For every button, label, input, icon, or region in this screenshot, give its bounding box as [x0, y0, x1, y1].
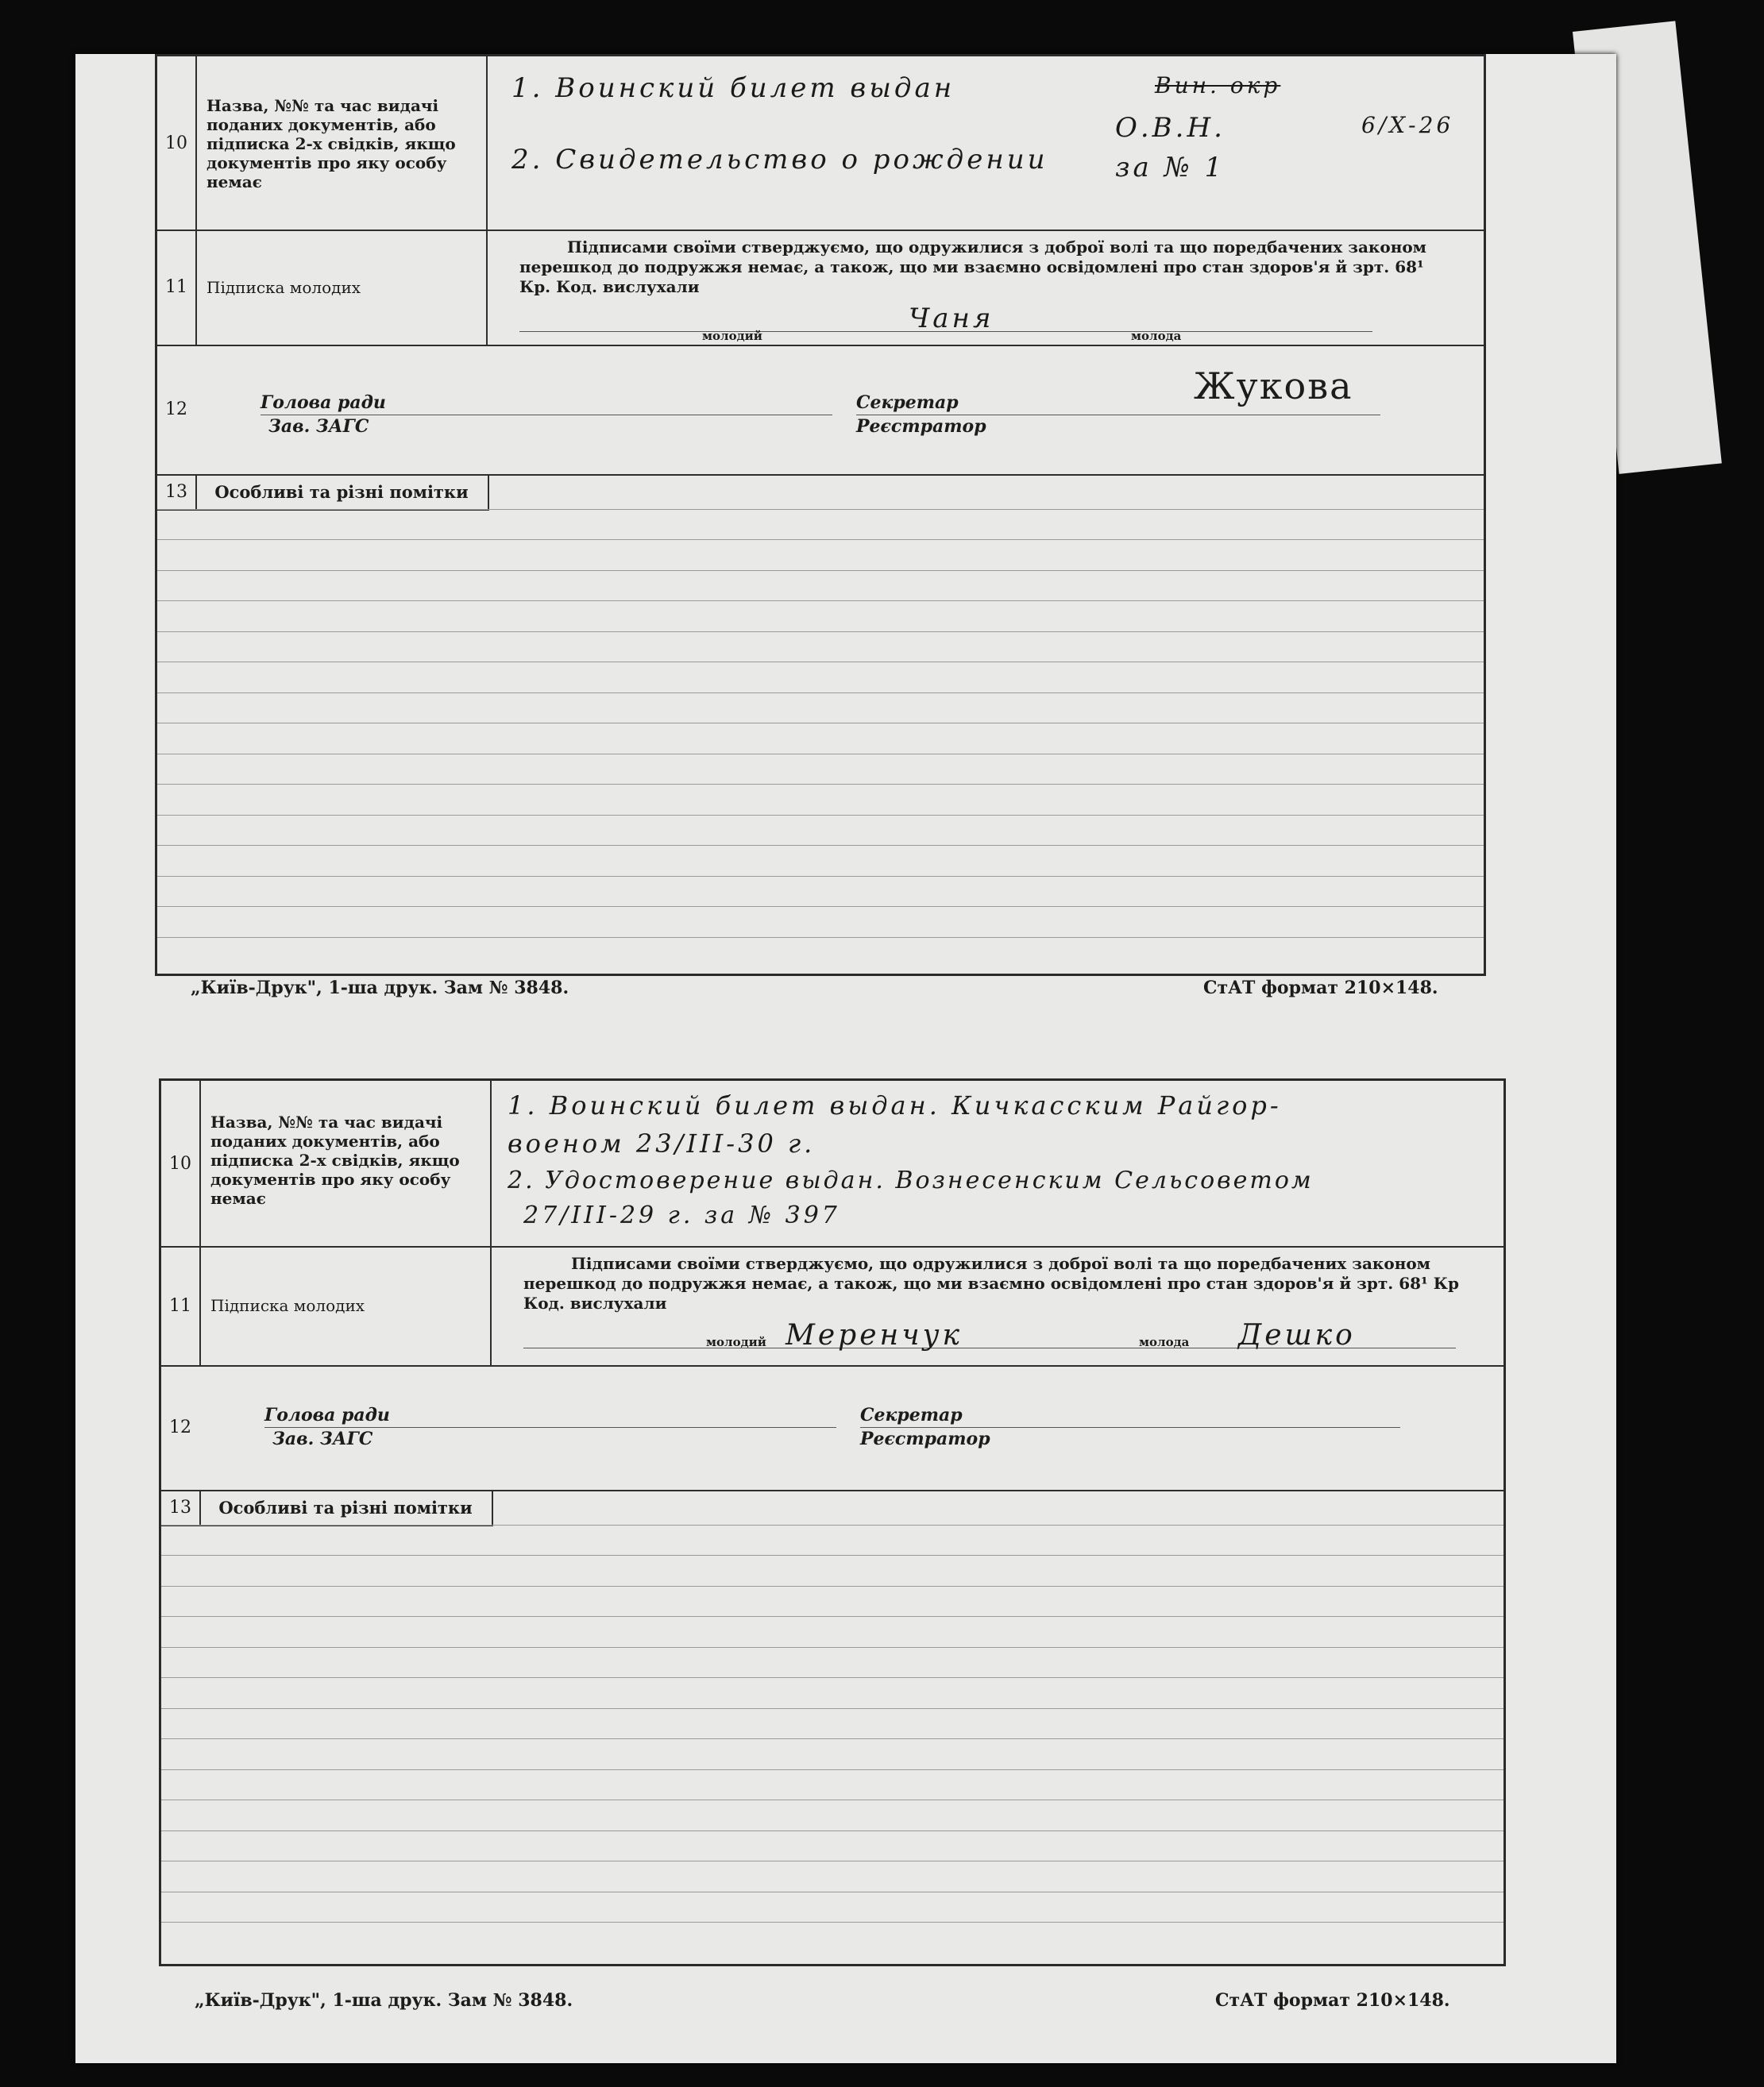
row-number: 10 [161, 1081, 201, 1246]
groom-label: молодий [706, 1335, 766, 1349]
registrar-label: Реєстратор [856, 416, 986, 437]
signature-label: Підписка молодих [199, 1246, 492, 1365]
top-form [155, 54, 1486, 976]
bride-signature: Дешко [1238, 1319, 1356, 1352]
declaration-block [488, 230, 1484, 345]
bottom-form [159, 1078, 1506, 1966]
groom-label: молодий [702, 329, 762, 343]
row-number: 12 [165, 399, 187, 419]
handwritten-number: за № 1 [1115, 152, 1226, 183]
bottom-row-10 [161, 1081, 1503, 1248]
documents-label: Назва, №№ та час видачі поданих документів, або підписка 2-х свідків, якщо документів про яку особу немає [195, 56, 488, 230]
row-number: 11 [161, 1246, 201, 1365]
bottom-footer-format: СтАТ формат 210×148. [1215, 1990, 1450, 2011]
registrar-label: Реєстратор [860, 1429, 990, 1449]
top-row-10 [157, 56, 1484, 231]
top-footer-format: СтАТ формат 210×148. [1203, 978, 1438, 998]
groom-signature: Меренчук [786, 1319, 963, 1352]
remarks-header [157, 474, 489, 511]
zags-label: Зав. ЗАГС [272, 1429, 373, 1449]
secretary-label: Секретар [860, 1405, 963, 1425]
signature-label: Підписка молодих [195, 230, 488, 345]
handwritten-struck-text: Вин. окр [1155, 72, 1281, 98]
row-number: 13 [157, 474, 197, 509]
bottom-footer-printer: „Київ-Друк", 1-ша друк. Зам № 3848. [195, 1990, 573, 2011]
bottom-row-13 [161, 1490, 1503, 1964]
groom-signature: Чаня [909, 303, 994, 334]
row-number: 13 [161, 1490, 201, 1525]
declaration-block [492, 1246, 1503, 1365]
documents-entry [488, 56, 1484, 230]
handwritten-line-1: 1. Воинский билет выдан [511, 72, 955, 104]
top-row-12 [157, 345, 1484, 476]
documents-entry [492, 1081, 1503, 1246]
remarks-header [161, 1490, 493, 1526]
remarks-label: Особливі та різні помітки [218, 1497, 473, 1518]
declaration-text: Підписами своїми стверджуємо, що одружилися з доброї волі та що поредбачених законом перешкод до подружжя немає, а також, що ми взаємно освідомлені про стан здоров'я й зрт. 68¹ Кр Код. вислухали [523, 1254, 1459, 1313]
handwritten-issuer: О.В.Н. [1115, 112, 1226, 144]
head-label: Голова ради [264, 1405, 390, 1425]
document-page [75, 54, 1616, 2063]
bride-label: молода [1131, 329, 1182, 343]
bottom-row-11 [161, 1246, 1503, 1367]
handwritten-line-4: 27/III-29 г. за № 397 [523, 1202, 840, 1229]
handwritten-line-3: 2. Удостоверение выдан. Вознесенским Сельсоветом [508, 1167, 1314, 1194]
registrar-signature: Жукова [1194, 365, 1353, 407]
documents-label: Назва, №№ та час видачі поданих документів, або підписка 2-х свідків, якщо документів про яку особу немає [199, 1081, 492, 1246]
row-number: 11 [157, 230, 197, 345]
bottom-row-12 [161, 1365, 1503, 1491]
remarks-label: Особливі та різні помітки [214, 481, 469, 502]
row-number: 10 [157, 56, 197, 230]
head-label: Голова ради [261, 392, 386, 413]
handwritten-line-2: 2. Свидетельство о рождении [511, 144, 1048, 176]
top-footer-printer: „Київ-Друк", 1-ша друк. Зам № 3848. [191, 978, 569, 998]
zags-label: Зав. ЗАГС [268, 416, 369, 437]
row-number: 12 [169, 1418, 191, 1437]
top-row-11 [157, 230, 1484, 346]
handwritten-line-2: военом 23/III-30 г. [508, 1128, 816, 1159]
bride-label: молода [1139, 1335, 1190, 1349]
secretary-label: Секретар [856, 392, 959, 413]
declaration-text: Підписами своїми стверджуємо, що одружилися з доброї волі та що поредбачених законом перешкод до подружжя немає, а також, що ми взаємно освідомлені про стан здоров'я й зрт. 68¹ Кр. Код. вислухали [519, 237, 1427, 296]
top-row-13 [157, 474, 1484, 974]
handwritten-date: 6/Х-26 [1361, 112, 1454, 138]
handwritten-line-1: 1. Воинский билет выдан. Кичкасским Райгор- [508, 1090, 1282, 1121]
